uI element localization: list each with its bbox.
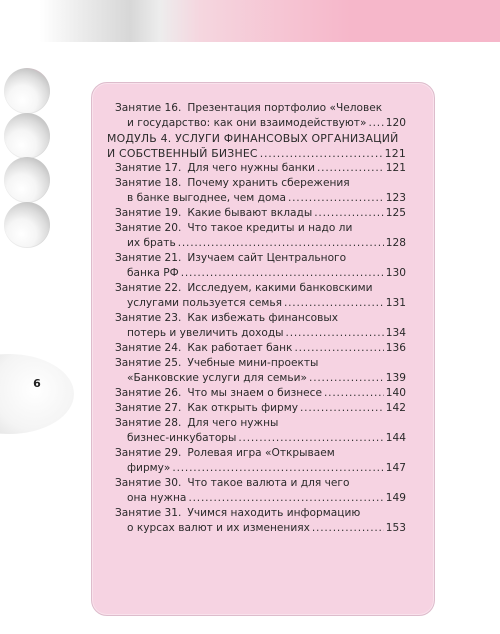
- toc-dot-leader: [188, 491, 383, 506]
- toc-module-line: [107, 131, 406, 146]
- toc-entry-line: [115, 341, 406, 356]
- toc-entry-title: Как работает банк: [187, 342, 293, 354]
- toc-entry-line: [115, 281, 406, 296]
- toc-page-number: 134: [385, 327, 406, 339]
- toc-entry-lesson-19: [115, 206, 406, 221]
- toc-entry-label: Занятие 28.: [115, 417, 182, 429]
- toc-module-line-continued: [107, 146, 406, 161]
- toc-dot-leader: [309, 371, 384, 386]
- toc-entry-lesson-26: [115, 386, 406, 401]
- toc-page-number: 128: [385, 237, 406, 249]
- toc-entry-title: Почему хранить сбережения: [187, 177, 350, 189]
- toc-dot-leader: [181, 266, 384, 281]
- toc-entry-line-continued: [115, 491, 406, 506]
- decorative-circle-3: [4, 157, 50, 203]
- toc-entry-title-continued: «Банковские услуги для семьи»: [127, 372, 308, 384]
- toc-entry-lesson-24: [115, 341, 406, 356]
- toc-entry-title-continued: она нужна: [127, 492, 187, 504]
- toc-dot-leader: [300, 401, 384, 416]
- toc-dot-leader: [172, 461, 383, 476]
- toc-page-number: 120: [385, 117, 406, 129]
- toc-page-number: 149: [385, 492, 406, 504]
- toc-entry-line: [115, 386, 406, 401]
- toc-entry-line-continued: [115, 236, 406, 251]
- toc-entry-title: Что мы знаем о бизнесе: [187, 387, 322, 399]
- toc-entry-line: [115, 176, 406, 191]
- toc-entry-title: Изучаем сайт Центрального: [187, 252, 347, 264]
- toc-entry-label: Занятие 27.: [115, 402, 182, 414]
- toc-entry-line-continued: [115, 461, 406, 476]
- toc-entry-title: Какие бывают вклады: [187, 207, 313, 219]
- toc-entry-line-continued: [115, 521, 406, 536]
- toc-entry-lesson-18: [115, 176, 406, 206]
- toc-entry-title: Что такое валюта и для чего: [187, 477, 350, 489]
- toc-entry-title: Для чего нужны банки: [187, 162, 315, 174]
- toc-entry-label: Занятие 23.: [115, 312, 182, 324]
- decorative-circle-4: [4, 202, 50, 248]
- toc-page-number: 140: [385, 387, 406, 399]
- toc-entry-lesson-29: [115, 446, 406, 476]
- toc-entry-line: [115, 446, 406, 461]
- toc-entry-title: Ролевая игра «Открываем: [187, 447, 335, 459]
- toc-entry-label: Занятие 20.: [115, 222, 182, 234]
- toc-entry-label: Занятие 25.: [115, 357, 182, 369]
- toc-dot-leader: [260, 146, 383, 161]
- toc-entry-title: Учебные мини-проекты: [187, 357, 319, 369]
- decorative-circle-1: [4, 68, 50, 114]
- toc-entry-line-continued: [115, 431, 406, 446]
- toc-page-number: 147: [385, 462, 406, 474]
- toc-entry-lesson-25: [115, 356, 406, 386]
- toc-entry-title-continued: бизнес-инкубаторы: [127, 432, 237, 444]
- toc-dot-leader: [294, 341, 383, 356]
- top-decorative-band: [0, 0, 500, 42]
- toc-page-number: 123: [385, 192, 406, 204]
- toc-module-title: МОДУЛЬ 4. УСЛУГИ ФИНАНСОВЫХ ОРГАНИЗАЦИЙ: [107, 132, 399, 145]
- toc-entry-title: Для чего нужны: [187, 417, 279, 429]
- toc-entry-line: [115, 416, 406, 431]
- toc-entry-title-continued: в банке выгоднее, чем дома: [127, 192, 286, 204]
- toc-entry-line: [115, 161, 406, 176]
- toc-dot-leader: [368, 116, 383, 131]
- toc-entry-title-continued: и государство: как они взаимодействуют»: [127, 117, 367, 129]
- page-number-circle: [0, 354, 74, 434]
- toc-entry-lesson-30: [115, 476, 406, 506]
- toc-entry-line: [115, 311, 406, 326]
- toc-entry-title-continued: о курсах валют и их изменениях: [127, 522, 310, 534]
- toc-page-number: 136: [385, 342, 406, 354]
- toc-entry-line: [115, 221, 406, 236]
- toc-dot-leader: [317, 161, 384, 176]
- toc-entry-line: [115, 401, 406, 416]
- toc-entry-label: Занятие 16.: [115, 102, 182, 114]
- toc-entry-lesson-16: [115, 101, 406, 131]
- toc-module-title-continued: И СОБСТВЕННЫЙ БИЗНЕС: [107, 147, 258, 160]
- toc-dot-leader: [288, 191, 384, 206]
- toc-entry-label: Занятие 31.: [115, 507, 182, 519]
- toc-entry-lesson-23: [115, 311, 406, 341]
- toc-entry-label: Занятие 24.: [115, 342, 182, 354]
- toc-entry-lesson-20: [115, 221, 406, 251]
- toc-entry-line-continued: [115, 266, 406, 281]
- decorative-circle-2: [4, 113, 50, 159]
- toc-entry-line: [115, 251, 406, 266]
- toc-entry-line-continued: [115, 371, 406, 386]
- toc-entry-line-continued: [115, 116, 406, 131]
- toc-entry-line: [115, 506, 406, 521]
- toc-entry-line: [115, 476, 406, 491]
- toc-entry-title: Как открыть фирму: [187, 402, 299, 414]
- toc-page-number: 121: [384, 147, 406, 160]
- toc-dot-leader: [324, 386, 384, 401]
- toc-entry-lesson-31: [115, 506, 406, 536]
- toc-entry-label: Занятие 30.: [115, 477, 182, 489]
- toc-entry-title-continued: услугами пользуется семья: [127, 297, 282, 309]
- toc-entry-title-continued: потерь и увеличить доходы: [127, 327, 284, 339]
- table-of-contents-card: [91, 82, 435, 616]
- toc-entry-lesson-27: [115, 401, 406, 416]
- toc-page-number: 121: [385, 162, 406, 174]
- toc-entry-lesson-21: [115, 251, 406, 281]
- toc-page-number: 131: [385, 297, 406, 309]
- toc-entry-line: [115, 101, 406, 116]
- toc-entry-title-continued: банка РФ: [127, 267, 179, 279]
- toc-entry-label: Занятие 21.: [115, 252, 182, 264]
- toc-entry-title-continued: фирму»: [127, 462, 171, 474]
- toc-page-number: 139: [385, 372, 406, 384]
- toc-module-4: [107, 131, 406, 161]
- toc-entry-title: Исследуем, какими банковскими: [187, 282, 373, 294]
- toc-entry-label: Занятие 22.: [115, 282, 182, 294]
- toc-page-number: 125: [385, 207, 406, 219]
- toc-entry-line: [115, 356, 406, 371]
- toc-entry-title-continued: их брать: [127, 237, 176, 249]
- toc-dot-leader: [238, 431, 383, 446]
- toc-dot-leader: [314, 206, 384, 221]
- toc-entry-label: Занятие 19.: [115, 207, 182, 219]
- page-number: 6: [33, 377, 41, 390]
- toc-page-number: 144: [385, 432, 406, 444]
- toc-page-number: 142: [385, 402, 406, 414]
- toc-dot-leader: [312, 521, 384, 536]
- toc-dot-leader: [284, 296, 384, 311]
- toc-entry-title: Что такое кредиты и надо ли: [187, 222, 353, 234]
- toc-entry-line-continued: [115, 326, 406, 341]
- toc-entry-label: Занятие 17.: [115, 162, 182, 174]
- table-of-contents: [107, 101, 406, 536]
- toc-entry-title: Учимся находить информацию: [187, 507, 361, 519]
- toc-entry-title: Как избежать финансовых: [187, 312, 339, 324]
- toc-page-number: 153: [385, 522, 406, 534]
- toc-entry-line: [115, 206, 406, 221]
- toc-entry-lesson-28: [115, 416, 406, 446]
- toc-entry-lesson-17: [115, 161, 406, 176]
- toc-entry-title: Презентация портфолио «Человек: [187, 102, 383, 114]
- toc-entry-lesson-22: [115, 281, 406, 311]
- toc-dot-leader: [286, 326, 384, 341]
- toc-dot-leader: [178, 236, 384, 251]
- toc-entry-line-continued: [115, 191, 406, 206]
- toc-entry-label: Занятие 29.: [115, 447, 182, 459]
- toc-entry-line-continued: [115, 296, 406, 311]
- toc-entry-label: Занятие 18.: [115, 177, 182, 189]
- toc-page-number: 130: [385, 267, 406, 279]
- toc-entry-label: Занятие 26.: [115, 387, 182, 399]
